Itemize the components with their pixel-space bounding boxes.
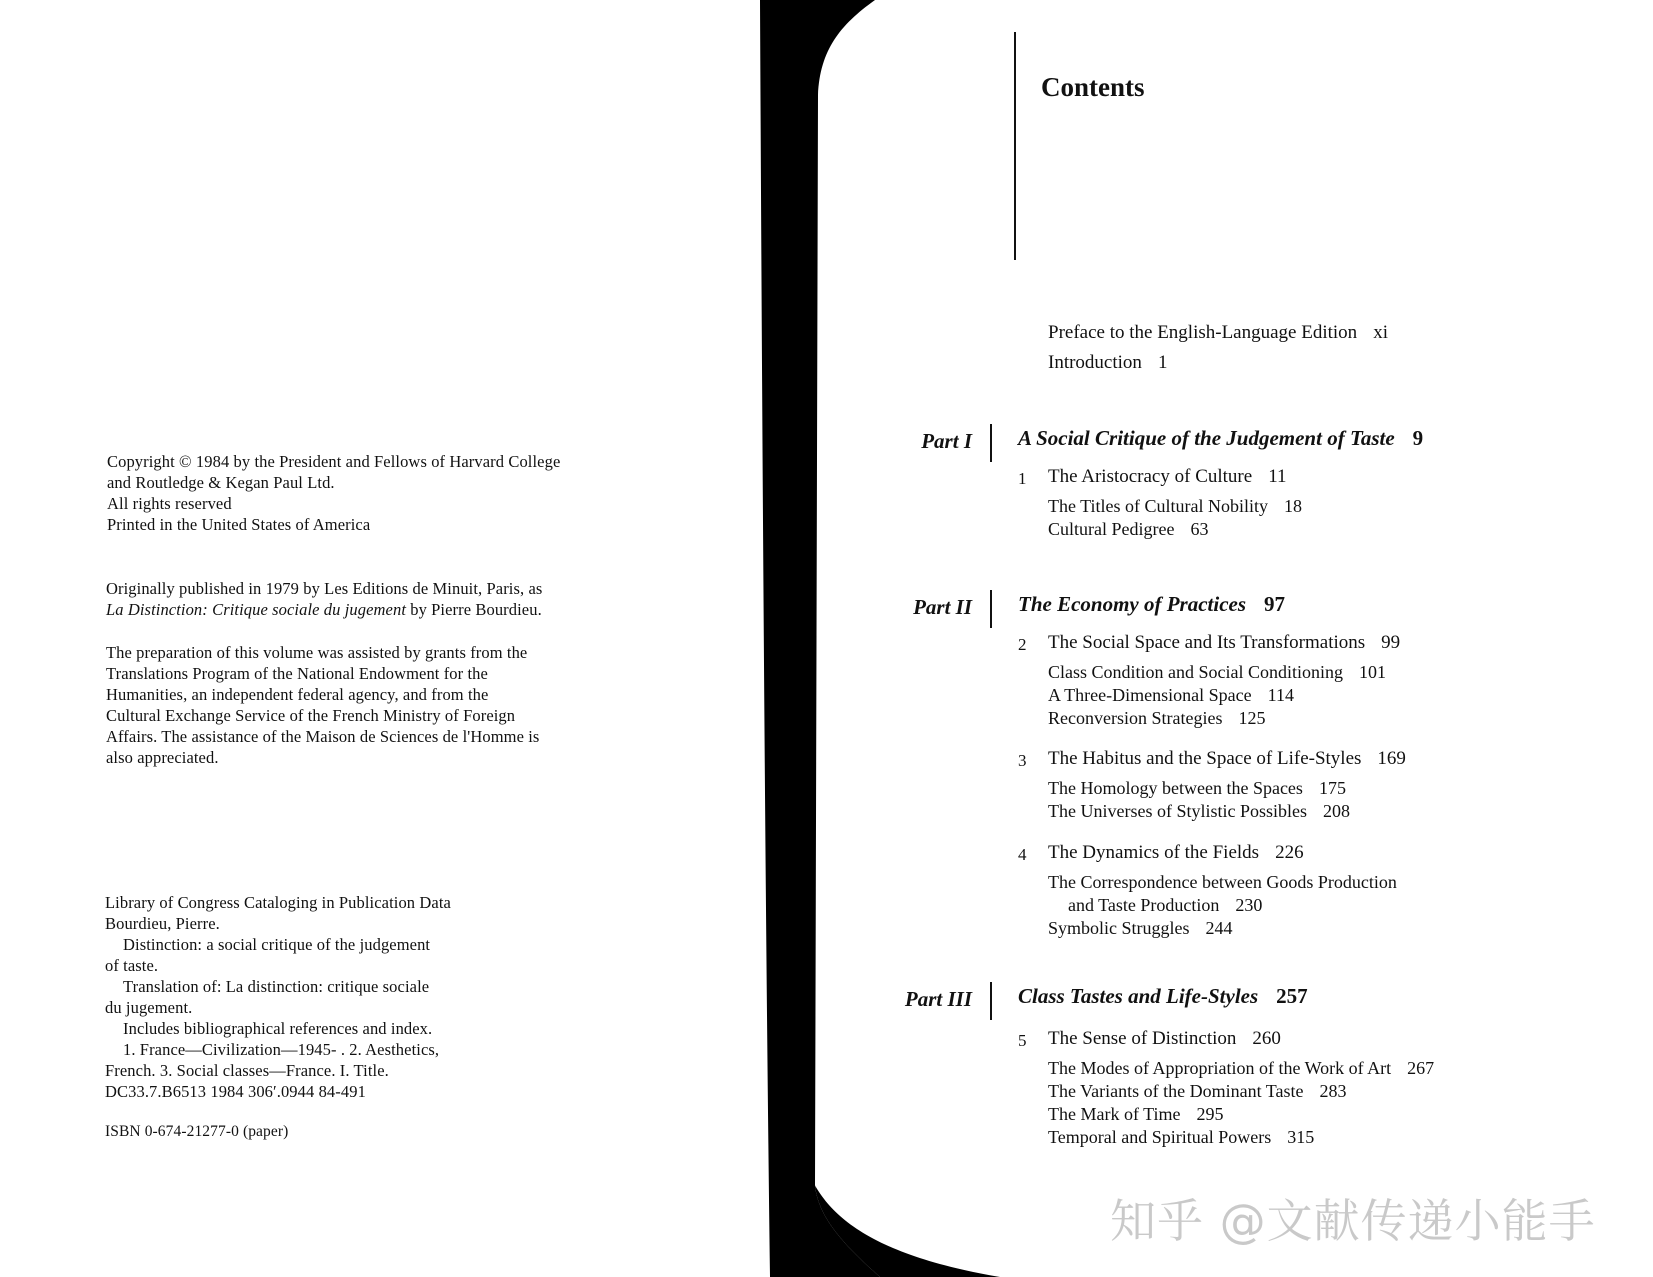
toc-chapter-page: 169: [1377, 748, 1406, 769]
toc-chapter-title: The Habitus and the Space of Life-Styles: [1048, 748, 1362, 769]
toc-section-page: 244: [1205, 918, 1233, 938]
chapter-number: 2: [1018, 635, 1027, 654]
copyright-line: All rights reserved: [107, 494, 232, 513]
toc-section: [1048, 662, 1386, 683]
contents-title: Contents: [1041, 72, 1145, 102]
toc-chapter: [1048, 632, 1400, 654]
toc-section-page: 315: [1287, 1127, 1315, 1147]
part-label: Part II: [913, 595, 972, 619]
toc-section-page: 208: [1323, 801, 1350, 821]
toc-section-title: The Modes of Appropriation of the Work of Art: [1048, 1058, 1392, 1078]
toc-front-entry: [1048, 352, 1167, 374]
toc-chapter-page: 226: [1275, 842, 1304, 863]
toc-front-entry-title: Preface to the English-Language Edition: [1048, 322, 1358, 343]
toc-section: [1048, 519, 1208, 540]
toc-chapter: [1048, 748, 1406, 770]
part-title-text: A Social Critique of the Judgement of Taste: [1018, 426, 1395, 450]
toc-section-page: 101: [1359, 662, 1387, 682]
toc-section: [1048, 918, 1233, 939]
part-title-text: Class Tastes and Life-Styles: [1018, 984, 1259, 1008]
preparation-note: [106, 642, 539, 768]
toc-front-entry-page: 1: [1157, 352, 1168, 373]
toc-section-title: The Variants of the Dominant Taste: [1048, 1081, 1304, 1101]
part-title-text: The Economy of Practices: [1018, 592, 1247, 616]
toc-section-title: The Homology between the Spaces: [1048, 778, 1303, 798]
toc-section-title: Symbolic Struggles: [1048, 918, 1190, 938]
toc-section-page: 18: [1284, 496, 1303, 516]
cataloging-line: 1. France—Civilization—1945- . 2. Aesthetics,: [123, 1040, 440, 1059]
copyright-page: [0, 0, 760, 1277]
toc-section-title: Class Condition and Social Conditioning: [1048, 662, 1344, 682]
chapter-number: 4: [1018, 845, 1027, 864]
original-publication-line: [106, 599, 542, 620]
toc-section-page: 125: [1238, 708, 1266, 728]
chapter-number: 5: [1018, 1031, 1027, 1050]
isbn: ISBN 0-674-21277-0 (paper): [105, 1123, 289, 1140]
part-title-page: 97: [1264, 592, 1286, 616]
part-divider: [990, 982, 992, 1020]
toc-section: [1048, 708, 1265, 729]
cataloging-line: Bourdieu, Pierre.: [105, 914, 220, 933]
copyright-notice: [107, 451, 560, 535]
toc-section: [1068, 895, 1262, 916]
toc-chapter: [1048, 466, 1286, 488]
toc-section-page: 175: [1318, 778, 1346, 798]
original-publication-line: Originally published in 1979 by Les Editions de Minuit, Paris, as: [106, 579, 543, 598]
toc-chapter-title: The Dynamics of the Fields: [1048, 842, 1260, 863]
toc-section: [1048, 1104, 1224, 1125]
preparation-line: Affairs. The assistance of the Maison de Sciences de l'Homme is: [106, 727, 540, 746]
toc-section-title: Cultural Pedigree: [1048, 519, 1175, 539]
toc-section: [1048, 872, 1397, 893]
chapter-number: 1: [1018, 469, 1027, 488]
original-byline: by Pierre Bourdieu.: [406, 600, 542, 619]
part-label: Part III: [904, 987, 972, 1011]
cataloging-line: French. 3. Social classes—France. I. Title.: [105, 1061, 389, 1080]
toc-chapter-page: 260: [1252, 1028, 1281, 1049]
cataloging-line: Distinction: a social critique of the judgement: [123, 935, 431, 954]
toc-chapter-title: The Aristocracy of Culture: [1048, 466, 1253, 487]
part-title-page: 9: [1412, 426, 1424, 450]
toc-section-title: The Universes of Stylistic Possibles: [1048, 801, 1307, 821]
copyright-line: Copyright © 1984 by the President and Fellows of Harvard College: [107, 452, 561, 471]
part-title: [1018, 426, 1423, 451]
toc-section-title: Reconversion Strategies: [1048, 708, 1223, 728]
copyright-line: Printed in the United States of America: [107, 515, 371, 534]
gutter-shadow-shape: [760, 0, 880, 1277]
preparation-line: Humanities, an independent federal agency, and from the: [106, 685, 489, 704]
toc-section-title: The Correspondence between Goods Production: [1048, 872, 1397, 892]
toc-front-entry-title: Introduction: [1048, 352, 1142, 373]
toc-section-title: Temporal and Spiritual Powers: [1048, 1127, 1272, 1147]
toc-front-entry: [1048, 322, 1388, 344]
copyright-line: and Routledge & Kegan Paul Ltd.: [107, 473, 335, 492]
toc-section-page: 295: [1196, 1104, 1224, 1124]
toc-chapter-title: The Social Space and Its Transformations: [1048, 632, 1366, 653]
contents-vertical-rule: [1014, 32, 1016, 260]
toc-chapter-page: 11: [1268, 466, 1287, 487]
toc-chapter: [1048, 842, 1304, 864]
part-divider: [990, 424, 992, 462]
toc-section-page: 114: [1267, 685, 1294, 705]
toc-chapter-title: The Sense of Distinction: [1048, 1028, 1237, 1049]
toc-section-page: 283: [1319, 1081, 1347, 1101]
toc-section-title: A Three-Dimensional Space: [1048, 685, 1252, 705]
original-title: La Distinction: Critique sociale du jugement: [106, 600, 406, 619]
toc-section-title: The Titles of Cultural Nobility: [1048, 496, 1269, 516]
toc-section-title: and Taste Production: [1068, 895, 1220, 915]
toc-section-page: 63: [1190, 519, 1209, 539]
part-title: [1018, 592, 1285, 617]
toc-chapter: [1048, 1028, 1281, 1050]
preparation-line: Translations Program of the National Endowment for the: [106, 664, 488, 683]
toc-section-page: 267: [1407, 1058, 1435, 1078]
cataloging-line: DC33.7.B6513 1984 306′.0944 84-491: [105, 1082, 366, 1101]
toc-front-entry-page: xi: [1373, 322, 1388, 343]
toc-section: [1048, 685, 1294, 706]
cataloging-line: Translation of: La distinction: critique sociale: [123, 977, 430, 996]
original-publication-note: [106, 578, 542, 620]
watermark: 知乎 @文献传递小能手: [1110, 1194, 1596, 1248]
toc-section: [1048, 1058, 1434, 1079]
toc-section: [1048, 496, 1302, 517]
toc-section: [1048, 801, 1350, 822]
chapter-number: 3: [1018, 751, 1027, 770]
preparation-line: Cultural Exchange Service of the French Ministry of Foreign: [106, 706, 516, 725]
toc-section: [1048, 778, 1346, 799]
cataloging-line: du jugement.: [105, 998, 193, 1017]
part-label: Part I: [921, 429, 972, 453]
cataloging-line: Includes bibliographical references and index.: [123, 1019, 433, 1038]
preparation-line: The preparation of this volume was assisted by grants from the: [106, 643, 528, 662]
part-title: [1018, 984, 1308, 1009]
cataloging-data: [105, 892, 451, 1102]
part-title-page: 257: [1276, 984, 1308, 1008]
cataloging-line: of taste.: [105, 956, 159, 975]
toc-chapter-page: 99: [1381, 632, 1401, 653]
toc-section-page: 230: [1235, 895, 1263, 915]
cataloging-line: Library of Congress Cataloging in Publication Data: [105, 893, 451, 912]
toc-section-title: The Mark of Time: [1048, 1104, 1181, 1124]
toc-section: [1048, 1081, 1347, 1102]
gutter-edge-shape: [812, 1180, 1000, 1277]
part-divider: [990, 590, 992, 628]
preparation-line: also appreciated.: [106, 748, 219, 767]
toc-section: [1048, 1127, 1314, 1148]
